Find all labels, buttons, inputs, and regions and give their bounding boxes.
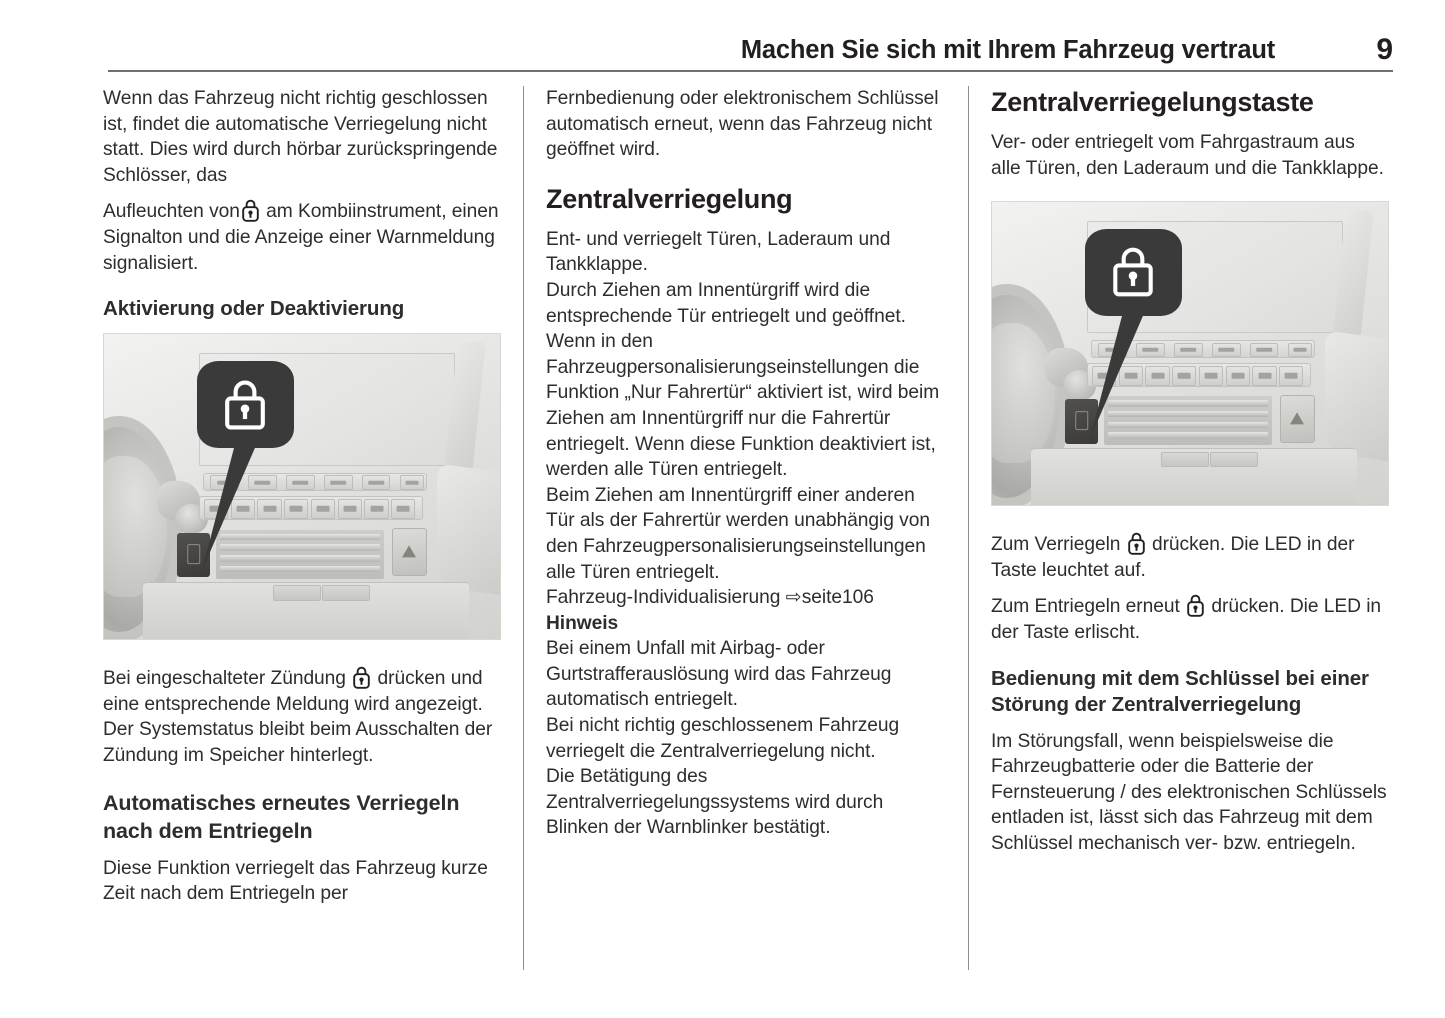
paragraph-auto-lock-intro: Wenn das Fahrzeug nicht richtig geschlossen ist, findet die automatische Verriegelung nicht statt. Dies wird durch hörbar zurückspringende Schlösser, das <box>103 88 498 186</box>
callout-lock-icon <box>1085 229 1183 316</box>
center-console <box>143 582 469 640</box>
paragraph-auto-relock: Diese Funktion verriegelt das Fahrzeug kurze Zeit nach dem Entriegeln per <box>103 857 488 905</box>
air-vent <box>1104 396 1271 445</box>
note-label: Hinweis <box>546 612 619 634</box>
paragraph-hazard-confirm: Die Betätigung des Zentralverriegelungssystems wird durch Blinken der Warnblinker bestätigt. <box>546 766 884 839</box>
hazard-warning-button[interactable] <box>392 528 428 576</box>
header-divider <box>108 70 1393 72</box>
paragraph-inner-handle: Durch Ziehen am Innentürgriff wird die entsprechende Tür entriegelt und geöffnet. <box>546 279 906 327</box>
paragraph-other-door: Beim Ziehen am Innentürgriff einer anderen Tür als der Fahrertür werden unabhängig von den Fahrzeugpersonalisierungseinstellungen alle Türen entriegelt. <box>546 484 930 583</box>
column-divider-1 <box>523 86 524 970</box>
heading-bedienung-schluessel: Bedienung mit dem Schlüssel bei einer Störung der Zentralverriegelung <box>991 666 1369 716</box>
column-2 <box>546 86 944 841</box>
paragraph-ignition-press-part1: Bei eingeschalteter Zündung <box>103 668 346 690</box>
lock-icon <box>1187 594 1204 617</box>
cross-reference-personalisation[interactable] <box>546 585 944 611</box>
paragraph-not-closed: Bei nicht richtig geschlossenem Fahrzeug verriegelt die Zentralverriegelung nicht. <box>546 715 900 762</box>
page-title: Machen Sie sich mit Ihrem Fahrzeug vertraut <box>740 36 1275 64</box>
heading-zentralverriegelungstaste: Zentralverriegelungstaste <box>991 87 1314 117</box>
column-3 <box>991 86 1389 857</box>
paragraph-airbag-unlock: Bei einem Unfall mit Airbag- oder Gurtstrafferauslösung wird das Fahrzeug automatisch entriegelt. <box>546 638 892 711</box>
cross-reference-label: Fahrzeug-Individualisierung <box>546 587 781 609</box>
heading-automatisches-erneutes-verriegeln: Automatisches erneutes Verriegeln nach dem Entriegeln <box>103 790 460 843</box>
paragraph-indicator-lamp-part2: am Kombiinstrument, einen Signalton und die Anzeige einer Warnmeldung signalisiert. <box>103 201 499 274</box>
lock-icon <box>242 199 259 222</box>
figure-dashboard-activation <box>103 333 501 640</box>
paragraph-unlock-press-part2: drücken. Die LED in der Taste erlischt. <box>991 596 1382 643</box>
paragraph-lock-press <box>991 532 1389 583</box>
lock-icon <box>353 666 370 689</box>
air-vent <box>216 530 383 579</box>
paragraph-lock-press-part2: drücken. Die LED in der Taste leuchtet auf. <box>991 534 1355 581</box>
arrow-right-icon: ⇨ <box>785 587 802 609</box>
dashboard-illustration <box>991 201 1389 506</box>
paragraph-indicator-lamp <box>103 199 501 276</box>
paragraph-button-function: Ver- oder entriegelt vom Fahrgastraum aus alle Türen, den Laderaum und die Tankklappe. <box>991 132 1384 179</box>
center-console <box>1031 448 1357 506</box>
paragraph-system-status: Der Systemstatus bleibt beim Ausschalten der Zündung im Speicher hinterlegt. <box>103 719 493 766</box>
paragraph-driver-door-only: Wenn in den Fahrzeugpersonalisierungseinstellungen die Funktion „Nur Fahrertür“ aktiviert ist, wird beim Ziehen am Innentürgriff nur die Fahrertür entriegelt. Wenn diese Funktion deaktiviert ist, werden alle Türen entriegelt. <box>546 331 940 481</box>
page-number: 9 <box>1376 33 1393 66</box>
column-1 <box>103 86 501 907</box>
figure-dashboard-locking-button <box>991 201 1389 506</box>
hazard-warning-button[interactable] <box>1280 395 1316 443</box>
paragraph-unlocks-doors: Ent- und verriegelt Türen, Laderaum und Tankklappe. <box>546 228 891 276</box>
paragraph-lock-press-part1: Zum Verriegeln <box>991 534 1121 556</box>
heading-aktivierung-deaktivierung: Aktivierung oder Deaktivierung <box>103 297 405 321</box>
heading-zentralverriegelung: Zentralverriegelung <box>546 183 793 214</box>
paragraph-ignition-press <box>103 666 501 717</box>
dashboard-right-panel <box>437 463 501 595</box>
callout-lock-icon <box>197 361 295 448</box>
cross-reference-target: seite106 <box>801 587 874 609</box>
paragraph-malfunction: Im Störungsfall, wenn beispielsweise die Fahrzeugbatterie oder die Batterie der Fernsteuerung / des elektronischen Schlüssels entladen ist, lässt sich das Fahrzeug mit dem Schlüssel mechanisch ver- bzw. entriegeln. <box>991 730 1387 854</box>
dashboard-illustration <box>103 333 501 640</box>
paragraph-ignition-press-part2: drücken und eine entsprechende Meldung wird angezeigt. <box>103 668 483 715</box>
column-divider-2 <box>968 86 969 970</box>
paragraph-remote-key: Fernbedienung oder elektronischem Schlüssel automatisch erneut, wenn das Fahrzeug nicht geöffnet wird. <box>546 88 939 161</box>
paragraph-unlock-press-part1: Zum Entriegeln erneut <box>991 596 1180 618</box>
dashboard-right-panel <box>1325 331 1389 463</box>
paragraph-indicator-lamp-part1: Aufleuchten von <box>103 201 240 223</box>
paragraph-unlock-press <box>991 594 1389 645</box>
page-header <box>108 33 1393 80</box>
lock-icon <box>1128 532 1145 555</box>
